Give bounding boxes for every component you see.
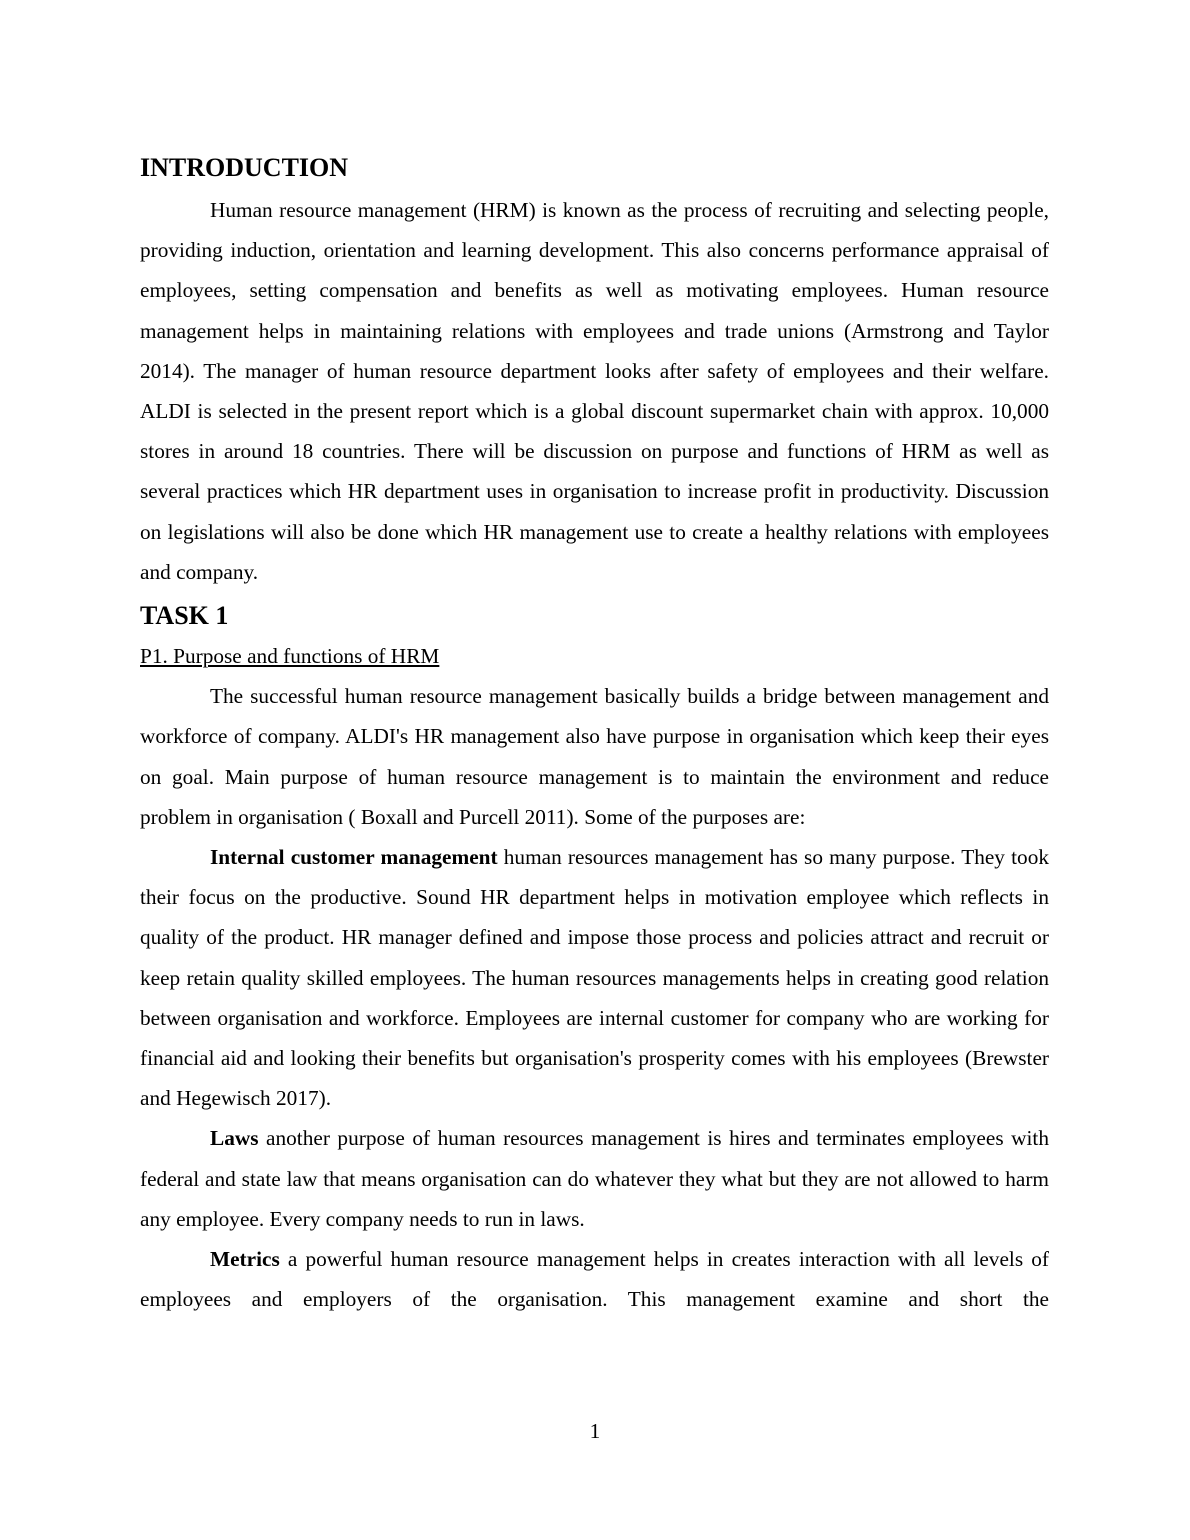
laws-label: Laws [210, 1126, 259, 1151]
section-subheading: P1. Purpose and functions of HRM [140, 644, 440, 669]
laws-paragraph [140, 1118, 1049, 1239]
laws-text: another purpose of human resources management is hires and terminates employees with federal and state law that means organisation can do whatever they what but they are not allowed to harm any employee. Every company needs to run in laws. [140, 1126, 1049, 1231]
task-heading: TASK 1 [140, 601, 229, 631]
metrics-text: a powerful human resource management helps in creates interaction with all levels of employees and employers of the organisation. This management examine and short the [140, 1247, 1049, 1312]
metrics-label: Metrics [210, 1247, 280, 1272]
intro-paragraph: Human resource management (HRM) is known as the process of recruiting and selecting people, providing induction, orientation and learning development. This also concerns performance appraisal of employees, setting compensation and benefits as well as motivating employees. Human resource management helps in maintaining relations with employees and trade unions (Armstrong and Taylor 2014). The manager of human resource department looks after safety of employees and their welfare. ALDI is selected in the present report which is a global discount supermarket chain with approx. 10,000 stores in around 18 countries. There will be discussion on purpose and functions of HRM as well as several practices which HR department uses in organisation to increase profit in productivity. Discussion on legislations will also be done which HR management use to create a healthy relations with employees and company. [140, 198, 1049, 584]
intro-heading: INTRODUCTION [140, 153, 349, 182]
page-number: 1 [589, 1419, 601, 1443]
document-page [140, 148, 1049, 1319]
internal-customer-paragraph [140, 837, 1049, 1118]
metrics-paragraph [140, 1239, 1049, 1319]
internal-customer-label: Internal customer management [210, 845, 498, 870]
internal-customer-text: human resources management has so many purpose. They took their focus on the productive. Sound HR department helps in motivation employee which reflects in quality of the product. HR manager defined and impose those process and policies attract and recruit or keep retain quality skilled employees. The human resources managements helps in creating good relation between organisation and workforce. Employees are internal customer for company who are working for financial aid and looking their benefits but organisation's prosperity comes with his employees (Brewster and Hegewisch 2017). [140, 845, 1049, 1111]
task-paragraph: The successful human resource management basically builds a bridge between management and workforce of company. ALDI's HR management also have purpose in organisation which keep their eyes on goal. Main purpose of human resource management is to maintain the environment and reduce problem in organisation ( Boxall and Purcell 2011). Some of the purposes are: [140, 684, 1049, 829]
